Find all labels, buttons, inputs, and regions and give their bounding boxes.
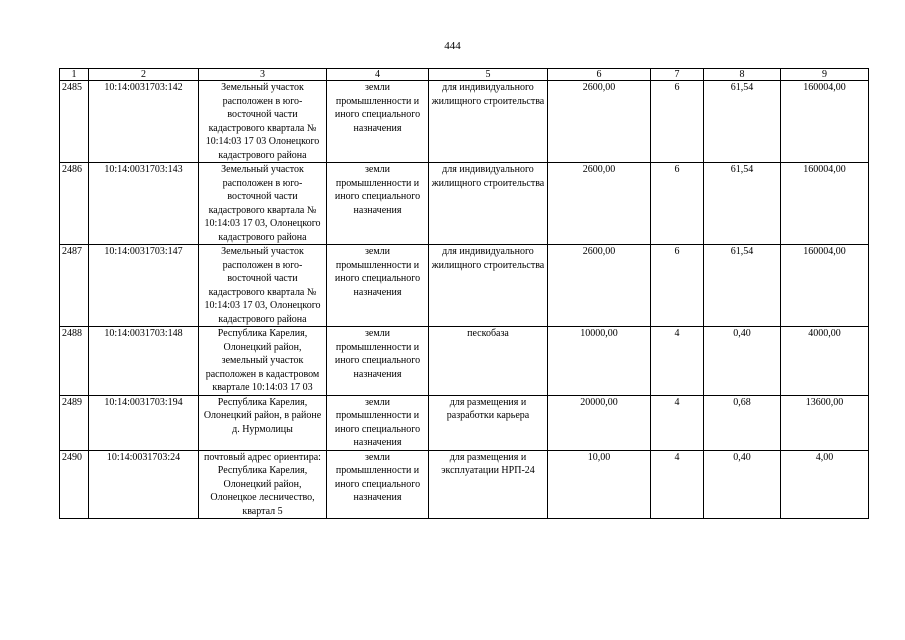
- page-number: 444: [444, 40, 461, 52]
- land-category: земли промышленности и иного специального назначения: [327, 81, 429, 163]
- column-8-value: 0,40: [704, 327, 781, 396]
- cadastral-number: 10:14:0031703:24: [89, 450, 199, 519]
- location-description: Республика Карелия, Олонецкий район, в районе д. Нурмолицы: [199, 395, 327, 450]
- column-8-value: 61,54: [704, 163, 781, 245]
- column-8-value: 61,54: [704, 81, 781, 163]
- cadastral-number: 10:14:0031703:147: [89, 245, 199, 327]
- column-7-value: 4: [651, 395, 704, 450]
- location-description: почтовый адрес ориентира: Республика Карелия, Олонецкий район, Олонецкое лесничество, квартал 5: [199, 450, 327, 519]
- table-row: [60, 245, 869, 327]
- table-row: [60, 163, 869, 245]
- column-8-value: 0,40: [704, 450, 781, 519]
- land-registry-table: [59, 68, 869, 519]
- location-description: Республика Карелия, Олонецкий район, земельный участок расположен в кадастровом квартале 10:14:03 17 03: [199, 327, 327, 396]
- row-number: 2487: [60, 245, 89, 327]
- table-row: [60, 450, 869, 519]
- land-category: земли промышленности и иного специального назначения: [327, 163, 429, 245]
- land-category: земли промышленности и иного специального назначения: [327, 327, 429, 396]
- area-value: 10,00: [548, 450, 651, 519]
- land-category: земли промышленности и иного специального назначения: [327, 245, 429, 327]
- permitted-use: для размещения и разработки карьера: [429, 395, 548, 450]
- permitted-use: для индивидуального жилищного строительства: [429, 81, 548, 163]
- column-9-value: 4000,00: [781, 327, 869, 396]
- row-number: 2489: [60, 395, 89, 450]
- area-value: 20000,00: [548, 395, 651, 450]
- column-7-value: 6: [651, 245, 704, 327]
- table-row: [60, 327, 869, 396]
- table-header-row: [60, 69, 869, 81]
- column-header: 1: [60, 69, 89, 81]
- column-header: 8: [704, 69, 781, 81]
- cadastral-number: 10:14:0031703:142: [89, 81, 199, 163]
- column-7-value: 6: [651, 81, 704, 163]
- permitted-use: пескобаза: [429, 327, 548, 396]
- land-category: земли промышленности и иного специального назначения: [327, 450, 429, 519]
- location-description: Земельный участок расположен в юго-восточной части кадастрового квартала № 10:14:03 17 03 Олонецкого кадастрового района: [199, 81, 327, 163]
- location-description: Земельный участок расположен в юго-восточной части кадастрового квартала № 10:14:03 17 03, Олонецкого кадастрового района: [199, 163, 327, 245]
- permitted-use: для размещения и эксплуатации НРП-24: [429, 450, 548, 519]
- cadastral-number: 10:14:0031703:143: [89, 163, 199, 245]
- column-header: 4: [327, 69, 429, 81]
- column-8-value: 61,54: [704, 245, 781, 327]
- column-9-value: 160004,00: [781, 163, 869, 245]
- land-category: земли промышленности и иного специального назначения: [327, 395, 429, 450]
- column-8-value: 0,68: [704, 395, 781, 450]
- column-7-value: 4: [651, 327, 704, 396]
- column-9-value: 4,00: [781, 450, 869, 519]
- table-row: [60, 395, 869, 450]
- column-9-value: 13600,00: [781, 395, 869, 450]
- row-number: 2486: [60, 163, 89, 245]
- row-number: 2485: [60, 81, 89, 163]
- column-7-value: 6: [651, 163, 704, 245]
- area-value: 2600,00: [548, 245, 651, 327]
- column-header: 7: [651, 69, 704, 81]
- row-number: 2490: [60, 450, 89, 519]
- location-description: Земельный участок расположен в юго-восточной части кадастрового квартала № 10:14:03 17 03, Олонецкого кадастрового района: [199, 245, 327, 327]
- cadastral-number: 10:14:0031703:194: [89, 395, 199, 450]
- table-row: [60, 81, 869, 163]
- area-value: 2600,00: [548, 81, 651, 163]
- column-7-value: 4: [651, 450, 704, 519]
- column-9-value: 160004,00: [781, 81, 869, 163]
- cadastral-number: 10:14:0031703:148: [89, 327, 199, 396]
- column-header: 3: [199, 69, 327, 81]
- column-header: 2: [89, 69, 199, 81]
- permitted-use: для индивидуального жилищного строительства: [429, 163, 548, 245]
- permitted-use: для индивидуального жилищного строительства: [429, 245, 548, 327]
- row-number: 2488: [60, 327, 89, 396]
- column-9-value: 160004,00: [781, 245, 869, 327]
- column-header: 6: [548, 69, 651, 81]
- column-header: 5: [429, 69, 548, 81]
- column-header: 9: [781, 69, 869, 81]
- area-value: 2600,00: [548, 163, 651, 245]
- area-value: 10000,00: [548, 327, 651, 396]
